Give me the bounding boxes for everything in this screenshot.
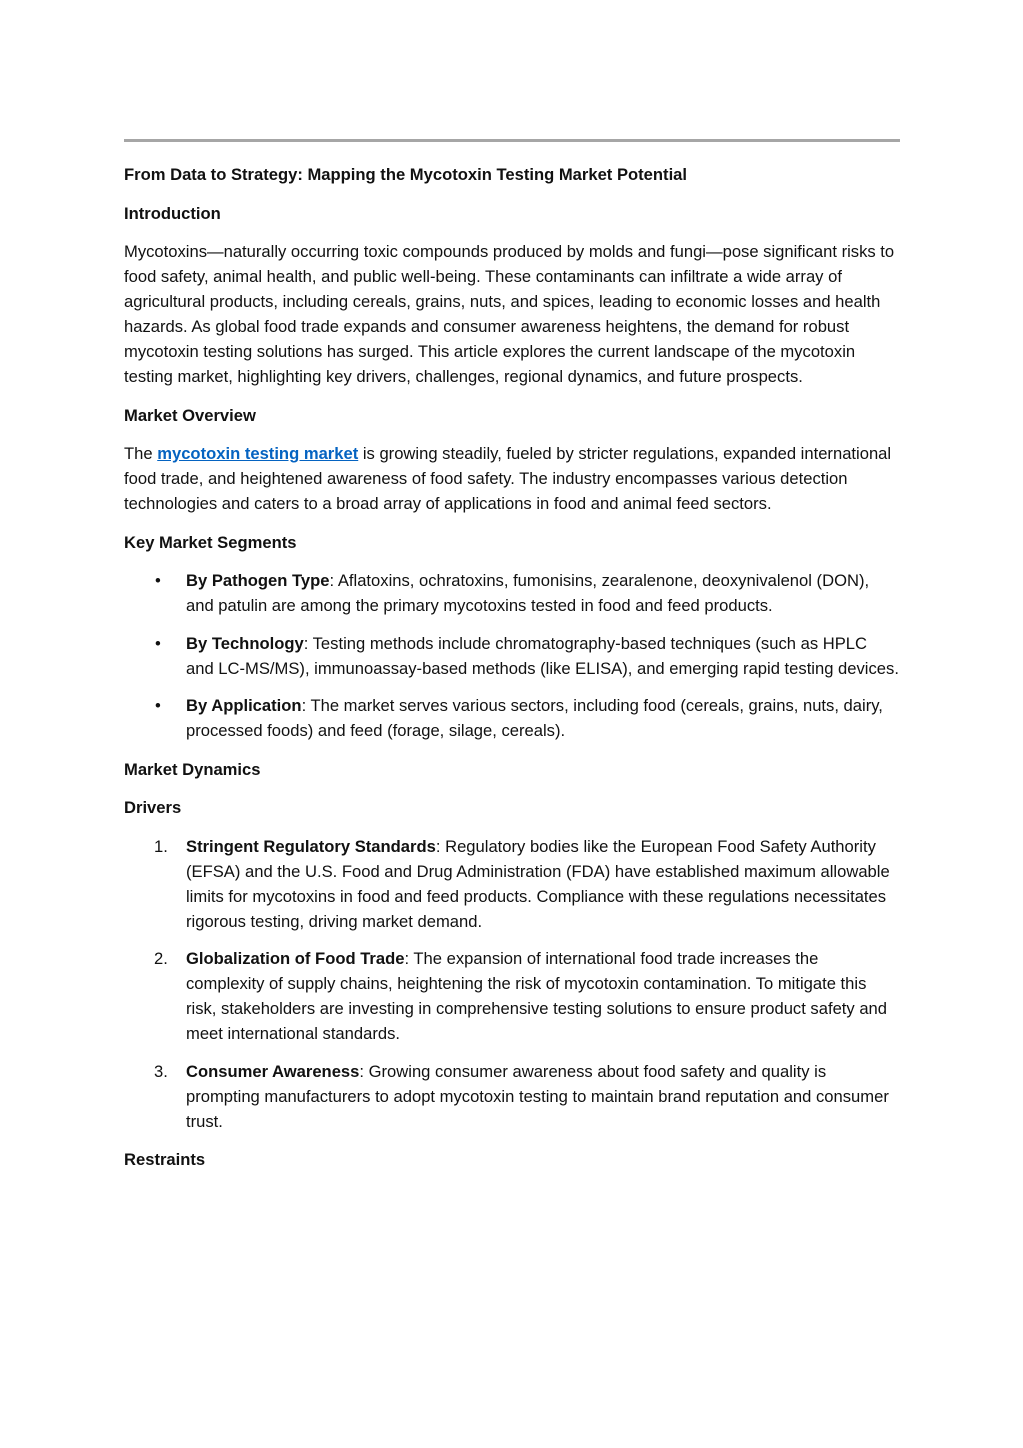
introduction-paragraph: Mycotoxins—naturally occurring toxic compounds produced by molds and fungi—pose significant risks to food safety, animal health, and public well-being. These contaminants can infiltrate a wide array of agricultural products, including cereals, grains, nuts, and spices, leading to economic losses and health hazards. As global food trade expands and consumer awareness heightens, the demand for robust mycotoxin testing solutions has surged. This article explores the current landscape of the mycotoxin testing market, highlighting key drivers, challenges, regional dynamics, and future prospects. [124, 242, 895, 386]
mycotoxin-market-link[interactable]: mycotoxin testing market [157, 444, 359, 463]
segment-text: : The market serves various sectors, including food (cereals, grains, nuts, dairy, processed foods) and feed (forage, silage, cereals). [186, 696, 883, 740]
section-heading-introduction: Introduction [124, 203, 221, 223]
list-number: 1. [154, 836, 168, 856]
document-body [124, 162, 899, 1186]
bullet-icon: • [155, 696, 161, 715]
list-item [124, 631, 899, 681]
section-heading-market-overview: Market Overview [124, 405, 256, 425]
market-overview-paragraph [124, 441, 899, 516]
driver-text: : The expansion of international food trade increases the complexity of supply chains, heightening the risk of mycotoxin contamination. To mitigate this risk, stakeholders are investing in comprehensive testing solutions to ensure product safety and meet international standards. [186, 949, 888, 1043]
driver-text: : Growing consumer awareness about food safety and quality is prompting manufacturers to adopt mycotoxin testing to maintain brand reputation and consumer trust. [186, 1061, 889, 1131]
overview-prefix: The [124, 444, 158, 463]
segment-label: By Pathogen Type [186, 571, 330, 590]
list-item [124, 946, 899, 1046]
segments-list [124, 568, 899, 743]
overview-suffix: is growing steadily, fueled by stricter regulations, expanded international food trade, and heightened awareness of food safety. The industry encompasses various detection technologies and caters to a broad array of applications in food and animal feed sectors. [124, 444, 892, 513]
section-heading-market-dynamics: Market Dynamics [124, 759, 261, 779]
list-item [124, 1059, 899, 1134]
driver-text: : Regulatory bodies like the European Food Safety Authority (EFSA) and the U.S. Food and Drug Administration (FDA) have established maximum allowable limits for mycotoxins in food and feed products. Compliance with these regulations necessitates rigorous testing, driving market demand. [186, 836, 890, 931]
bullet-icon: • [155, 633, 161, 653]
subheading-restraints: Restraints [124, 1150, 206, 1169]
driver-label: Globalization of Food Trade [186, 949, 405, 968]
segment-label: By Application [186, 696, 302, 715]
section-heading-key-segments: Key Market Segments [124, 532, 297, 552]
segment-label: By Technology [186, 633, 304, 653]
list-item [124, 834, 899, 934]
document-title: From Data to Strategy: Mapping the Mycotoxin Testing Market Potential [124, 165, 688, 184]
subheading-drivers: Drivers [124, 798, 182, 817]
driver-label: Stringent Regulatory Standards [186, 836, 436, 856]
list-item [124, 693, 899, 743]
list-number: 2. [154, 949, 168, 968]
header-rule [124, 139, 900, 142]
segment-text: : Aflatoxins, ochratoxins, fumonisins, zearalenone, deoxynivalenol (DON), and patulin are among the primary mycotoxins tested in food and feed products. [186, 571, 870, 615]
segment-text: : Testing methods include chromatography-based techniques (such as HPLC and LC-MS/MS), immunoassay-based methods (like ELISA), and emerging rapid testing devices. [186, 633, 899, 678]
list-item [124, 568, 899, 618]
bullet-icon: • [155, 571, 161, 590]
drivers-list [124, 834, 899, 1134]
driver-label: Consumer Awareness [186, 1061, 360, 1081]
list-number: 3. [154, 1061, 168, 1081]
